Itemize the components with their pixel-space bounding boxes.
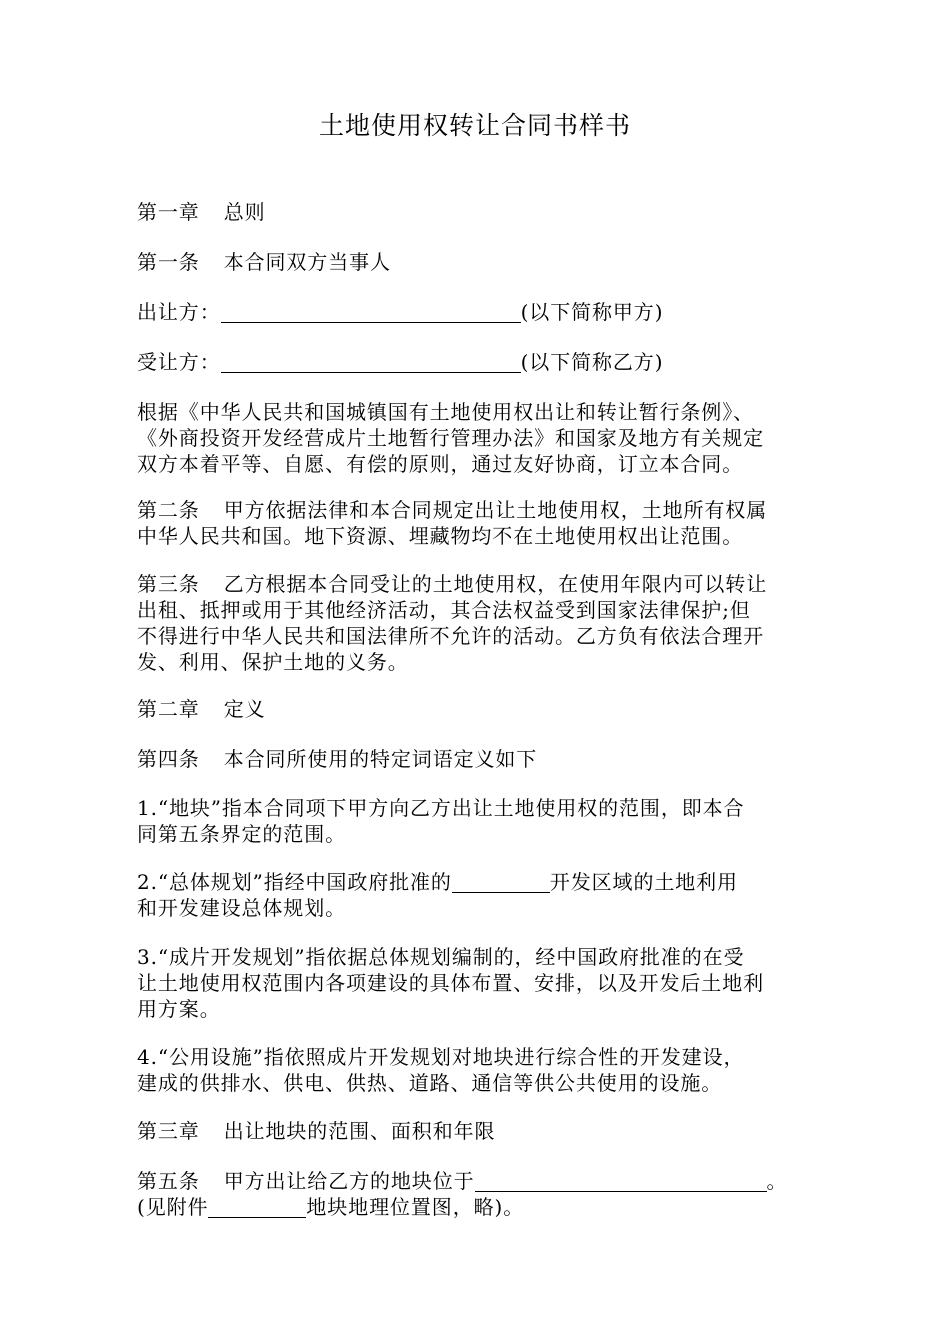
party-b-label: 受让方： <box>137 350 221 374</box>
chapter-name: 定义 <box>223 697 266 721</box>
party-a-label: 出让方： <box>137 300 221 324</box>
chapter-1-heading <box>137 196 827 228</box>
definition-4-line: 4.“公用设施”指依照成片开发规划对地块进行综合性的开发建设， <box>137 1045 745 1069</box>
article-1 <box>137 246 827 278</box>
chapter-number: 第三章 <box>137 1119 200 1143</box>
preamble-line: 双方本着平等、自愿、有偿的原则，通过友好协商，订立本合同。 <box>137 452 744 476</box>
article-number: 第五条 <box>137 1169 200 1193</box>
definition-2-line: 和开发建设总体规划。 <box>137 896 346 920</box>
article-number: 第一条 <box>137 250 200 274</box>
preamble-line: 根据《中华人民共和国城镇国有土地使用权出让和转让暂行条例》、 <box>137 400 754 424</box>
document-title: 土地使用权转让合同书样书 <box>318 111 631 140</box>
article-4 <box>137 743 827 775</box>
attachment-blank[interactable] <box>208 1195 306 1218</box>
article-3-line: 发、利用、保护土地的义务。 <box>137 650 409 674</box>
article-number: 第二条 <box>137 498 200 522</box>
party-a-blank[interactable] <box>221 300 521 323</box>
article-text: 本合同双方当事人 <box>223 250 391 274</box>
attachment-post: 地块地理位置图，略)。 <box>306 1195 525 1219</box>
party-a-suffix: (以下简称甲方) <box>520 300 664 324</box>
definition-3-line: 3.“成片开发规划”指依据总体规划编制的，经中国政府批准的在受 <box>137 945 745 969</box>
article-3-line: 出租、抵押或用于其他经济活动，其合法权益受到国家法律保护;但 <box>137 598 751 622</box>
article-text: 甲方依据法律和本合同规定出让土地使用权，土地所有权属 <box>223 498 768 522</box>
definition-1-line: 同第五条界定的范围。 <box>137 822 346 846</box>
chapter-name: 总则 <box>223 200 266 224</box>
article-3-line: 不得进行中华人民共和国法律所不允许的活动。乙方负有依法合理开 <box>137 624 764 648</box>
article-text: 乙方根据本合同受让的土地使用权，在使用年限内可以转让 <box>223 572 768 596</box>
definition-1-line: 1.“地块”指本合同项下甲方向乙方出让土地使用权的范围，即本合 <box>137 796 745 820</box>
definition-3-line: 用方案。 <box>137 997 221 1021</box>
chapter-number: 第一章 <box>137 200 200 224</box>
chapter-number: 第二章 <box>137 697 200 721</box>
definition-3-line: 让土地使用权范围内各项建设的具体布置、安排，以及开发后土地利 <box>137 971 764 995</box>
article-text: 甲方出让给乙方的地块位于 <box>223 1169 475 1193</box>
party-b-blank[interactable] <box>221 350 521 373</box>
region-blank[interactable] <box>452 870 550 893</box>
chapter-2-heading <box>137 693 827 725</box>
definition-2-post: 开发区域的土地利用 <box>549 870 738 894</box>
attachment-pre: (见附件 <box>137 1195 209 1219</box>
preamble-line: 《外商投资开发经营成片土地暂行管理办法》和国家及地方有关规定 <box>137 426 764 450</box>
article-2-line: 中华人民共和国。地下资源、埋藏物均不在土地使用权出让范围。 <box>137 524 744 548</box>
chapter-3-heading <box>137 1115 827 1147</box>
article-5-end: 。 <box>766 1169 788 1193</box>
article-number: 第三条 <box>137 572 200 596</box>
party-b-line <box>137 346 827 378</box>
definition-4-line: 建成的供排水、供电、供热、道路、通信等供公共使用的设施。 <box>137 1071 723 1095</box>
party-a-line <box>137 296 827 328</box>
article-5-line <box>137 1191 827 1223</box>
location-blank[interactable] <box>475 1169 767 1192</box>
party-b-suffix: (以下简称乙方) <box>520 350 664 374</box>
chapter-name: 出让地块的范围、面积和年限 <box>223 1119 496 1143</box>
article-number: 第四条 <box>137 747 200 771</box>
definition-2-pre: 2.“总体规划”指经中国政府批准的 <box>137 870 452 894</box>
article-text: 本合同所使用的特定词语定义如下 <box>223 747 538 771</box>
